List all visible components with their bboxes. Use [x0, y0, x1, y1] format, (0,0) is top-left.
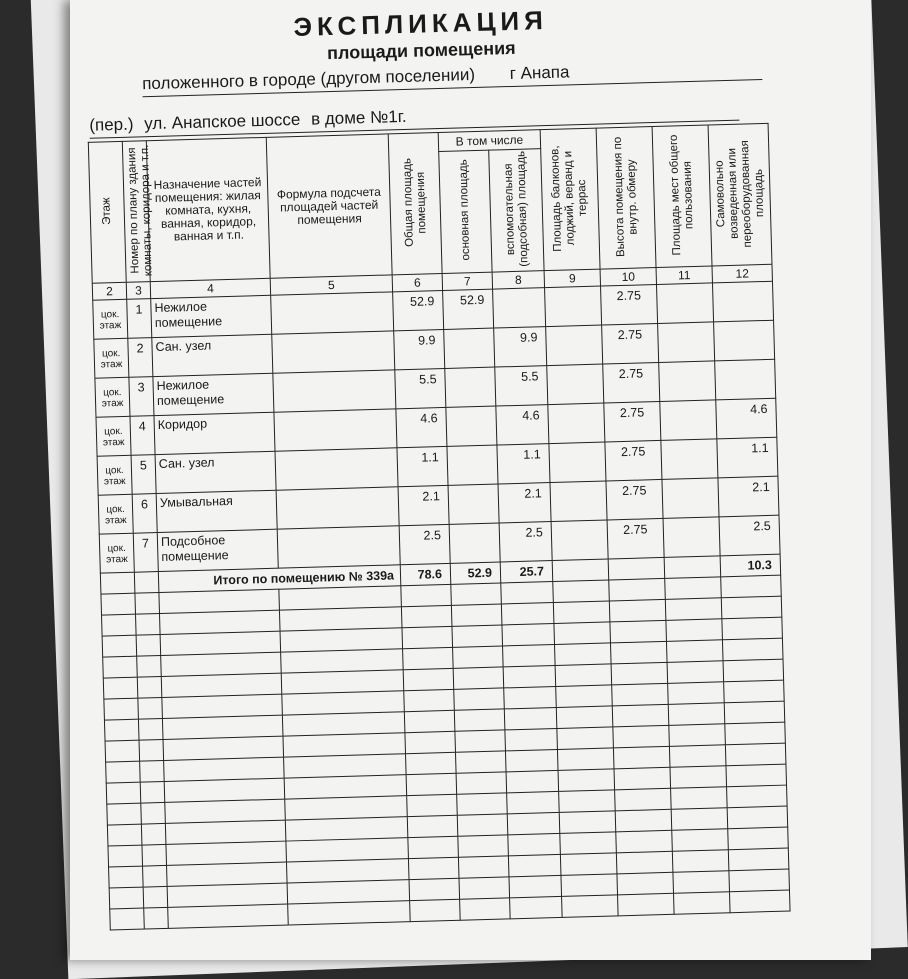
empty-cell	[108, 845, 143, 867]
row-total-area: 9.9	[394, 329, 445, 369]
empty-cell	[667, 661, 724, 684]
row-self-built	[714, 320, 775, 361]
empty-cell	[617, 872, 674, 895]
empty-cell	[139, 739, 164, 761]
empty-cell	[402, 626, 453, 648]
row-aux-area: 2.5	[499, 522, 552, 562]
empty-cell	[666, 619, 723, 642]
row-total-area: 52.9	[393, 290, 444, 330]
col-num-2: 2	[92, 282, 126, 300]
empty-cell	[107, 824, 142, 846]
empty-cell	[669, 724, 726, 747]
row-height: 2.75	[601, 285, 658, 326]
header-self-built: Самовольно возведенная или переоборудованная площадь	[708, 123, 772, 266]
empty-cell	[407, 815, 458, 837]
empty-cell	[508, 854, 561, 876]
empty-cell	[455, 730, 506, 752]
row-number: 7	[133, 533, 158, 573]
total-self-built: 10.3	[720, 554, 781, 577]
row-self-built	[715, 359, 776, 400]
empty-cell	[137, 656, 162, 678]
empty-cell	[144, 907, 169, 929]
empty-cell	[503, 665, 556, 687]
empty-cell	[554, 622, 611, 645]
empty-cell	[722, 638, 783, 661]
row-height: 2.75	[605, 440, 662, 481]
empty-cell	[401, 605, 452, 627]
empty-cell	[555, 664, 612, 687]
row-common-area	[661, 439, 718, 480]
street-value: ул. Анапское шоссе	[143, 109, 301, 134]
street-prefix: (пер.)	[89, 114, 134, 135]
empty-cell	[107, 803, 142, 825]
empty-cell	[609, 578, 666, 601]
empty-cell	[553, 601, 610, 624]
row-main-area	[447, 445, 498, 485]
empty-cell	[560, 853, 617, 876]
empty-cell	[728, 848, 789, 871]
empty-cell	[135, 593, 160, 615]
header-room-no: Номер по плану здания комнаты, коридора и т.п.	[122, 141, 150, 283]
empty-cell	[106, 761, 141, 783]
empty-cell	[721, 575, 782, 598]
header-common-area: Площадь мест общего пользования	[652, 125, 712, 268]
empty-cell	[138, 718, 163, 740]
empty-cell	[671, 808, 728, 831]
empty-cell	[724, 680, 785, 703]
empty-cell	[102, 635, 137, 657]
empty-cell	[616, 830, 673, 853]
row-name: Подсобное помещение	[157, 529, 278, 571]
empty-cell	[506, 770, 559, 792]
empty-cell	[553, 580, 610, 603]
empty-cell	[618, 893, 675, 916]
row-name: Сан. узел	[152, 334, 273, 376]
document-subtitle: площади помещения	[326, 37, 516, 64]
row-formula	[277, 526, 400, 568]
empty-cell	[610, 620, 667, 643]
row-common-area	[663, 517, 720, 558]
empty-cell	[410, 899, 461, 921]
empty-cell	[557, 727, 614, 750]
empty-cell	[609, 599, 666, 622]
empty-cell	[613, 746, 670, 769]
empty-cell	[104, 719, 139, 741]
empty-cell	[456, 772, 507, 794]
empty-cell	[501, 603, 554, 625]
row-main-area	[449, 523, 500, 563]
row-aux-area: 2.1	[498, 483, 551, 523]
row-name: Коридор	[154, 412, 275, 454]
empty-cell	[406, 752, 457, 774]
row-number: 3	[129, 377, 154, 417]
row-floor: цок. этаж	[96, 416, 131, 456]
total-label: Итого по помещению № 339а	[158, 565, 400, 593]
empty-cell	[561, 874, 618, 897]
empty-cell	[611, 662, 668, 685]
empty-cell	[665, 598, 722, 621]
empty-cell	[104, 698, 139, 720]
empty-cell	[409, 878, 460, 900]
empty-cell	[451, 583, 502, 605]
col-num-9: 9	[544, 269, 600, 288]
row-number: 5	[131, 455, 156, 495]
empty-cell	[670, 766, 727, 789]
col-num-5: 5	[270, 275, 392, 295]
row-number: 2	[128, 338, 153, 378]
empty-cell	[729, 869, 790, 892]
row-common-area	[657, 283, 714, 324]
empty-cell	[403, 668, 454, 690]
empty-cell	[454, 688, 505, 710]
empty-cell	[556, 706, 613, 729]
empty-cell	[725, 722, 786, 745]
header-total-area: Общая площадь помещения	[388, 133, 442, 275]
empty-cell	[674, 892, 731, 915]
total-main-area: 52.9	[450, 562, 501, 584]
header-aux-area: вспомогательная (подсобная) площадь	[489, 149, 544, 272]
street-line	[89, 107, 413, 136]
empty-cell	[408, 836, 459, 858]
row-height: 2.75	[604, 401, 661, 442]
row-name: Сан. узел	[155, 451, 276, 493]
empty-cell	[136, 635, 161, 657]
empty-cell	[613, 725, 670, 748]
empty-cell	[106, 782, 141, 804]
row-self-built: 2.1	[718, 476, 779, 517]
empty-cell	[724, 701, 785, 724]
col-num-10: 10	[600, 268, 656, 287]
empty-cell	[101, 593, 136, 615]
row-balcony-area	[547, 364, 604, 405]
empty-cell	[560, 832, 617, 855]
empty-cell	[454, 709, 505, 731]
row-floor: цок. этаж	[95, 377, 130, 417]
row-height: 2.75	[603, 362, 660, 403]
row-balcony-area	[546, 325, 603, 366]
row-main-area: 52.9	[443, 289, 494, 329]
empty-cell	[721, 596, 782, 619]
document-title: ЭКСПЛИКАЦИЯ	[293, 4, 549, 43]
empty-cell	[507, 812, 560, 834]
empty-cell	[562, 895, 619, 918]
empty-cell	[508, 833, 561, 855]
empty-cell	[109, 866, 144, 888]
empty-cell	[140, 781, 165, 803]
empty-cell	[403, 647, 454, 669]
empty-cell	[672, 850, 729, 873]
row-balcony-area	[549, 442, 606, 483]
empty-cell	[405, 731, 456, 753]
col-num-6: 6	[392, 273, 442, 291]
empty-cell	[723, 659, 784, 682]
row-aux-area: 4.6	[496, 405, 549, 445]
empty-cell	[288, 901, 411, 925]
empty-cell	[503, 644, 556, 666]
empty-cell	[505, 749, 558, 771]
col-num-4: 4	[150, 278, 270, 298]
empty-cell	[727, 785, 788, 808]
empty-cell	[728, 827, 789, 850]
row-formula	[272, 331, 395, 373]
house-value: в доме №1г.	[310, 106, 407, 129]
empty-cell	[612, 683, 669, 706]
empty-cell	[557, 748, 614, 771]
empty-cell	[669, 745, 726, 768]
city-value: г Анапа	[509, 62, 570, 84]
row-height: 2.75	[607, 518, 664, 559]
empty-cell	[501, 582, 554, 604]
row-balcony-area	[548, 403, 605, 444]
row-balcony-area	[551, 520, 608, 561]
empty-cell	[555, 643, 612, 666]
header-main-area: основная площадь	[439, 150, 492, 273]
row-floor: цок. этаж	[99, 533, 134, 573]
empty-cell	[141, 802, 166, 824]
empty-cell	[458, 856, 509, 878]
header-formula: Формула подсчета площадей частей помещения	[266, 134, 392, 278]
empty-cell	[102, 614, 137, 636]
empty-cell	[136, 614, 161, 636]
header-purpose: Назначение частей помещения: жилая комната, кухня, ванная, коридор, ванная и т.п.	[146, 137, 270, 281]
row-total-area: 5.5	[395, 368, 446, 408]
empty-cell	[559, 790, 616, 813]
empty-cell	[612, 704, 669, 727]
empty-cell	[725, 743, 786, 766]
empty-cell	[451, 604, 502, 626]
empty-cell	[460, 898, 511, 920]
row-self-built: 1.1	[717, 437, 778, 478]
empty-cell	[614, 767, 671, 790]
row-aux-area: 5.5	[495, 366, 548, 406]
row-balcony-area	[550, 481, 607, 522]
document-page	[70, 0, 871, 960]
row-main-area	[448, 484, 499, 524]
empty-cell	[168, 904, 289, 928]
city-prefix: положенного в городе (другом поселении)	[141, 65, 476, 94]
row-balcony-area	[545, 286, 602, 327]
header-floor: Этаж	[88, 141, 126, 283]
row-floor: цок. этаж	[94, 338, 129, 378]
row-floor: цок. этаж	[93, 299, 128, 339]
empty-cell	[408, 857, 459, 879]
empty-cell	[726, 764, 787, 787]
empty-cell	[559, 811, 616, 834]
empty-cell	[138, 697, 163, 719]
empty-cell	[671, 787, 728, 810]
row-total-area: 2.5	[399, 524, 450, 564]
row-main-area	[446, 406, 497, 446]
row-total-area: 4.6	[396, 407, 447, 447]
empty-cell	[558, 769, 615, 792]
empty-cell	[137, 676, 162, 698]
empty-cell	[672, 829, 729, 852]
empty-cell	[141, 823, 166, 845]
row-number: 6	[132, 494, 157, 534]
empty-cell	[140, 760, 165, 782]
row-self-built: 4.6	[716, 398, 777, 439]
header-height: Высота помещения по внутр. обмеру	[596, 127, 656, 270]
row-number: 4	[130, 416, 155, 456]
empty-cell	[668, 703, 725, 726]
empty-cell	[143, 886, 168, 908]
document-content	[80, 0, 786, 936]
empty-cell	[457, 793, 508, 815]
row-floor: цок. этаж	[98, 494, 133, 534]
empty-cell	[673, 871, 730, 894]
empty-cell	[505, 728, 558, 750]
header-including: В том числе	[438, 130, 540, 152]
empty-cell	[143, 865, 168, 887]
empty-cell	[610, 641, 667, 664]
row-common-area	[662, 478, 719, 519]
col-num-8: 8	[492, 271, 544, 289]
row-self-built	[712, 281, 773, 322]
empty-cell	[722, 617, 783, 640]
empty-cell	[110, 908, 145, 930]
empty-cell	[404, 710, 455, 732]
col-num-11: 11	[656, 266, 712, 285]
empty-cell	[404, 689, 455, 711]
empty-cell	[407, 794, 458, 816]
empty-cell	[459, 877, 510, 899]
row-common-area	[659, 361, 716, 402]
row-height: 2.75	[606, 479, 663, 520]
total-aux-area: 25.7	[500, 561, 553, 583]
empty-cell	[504, 686, 557, 708]
empty-cell	[103, 656, 138, 678]
row-common-area	[660, 400, 717, 441]
header-balcony-area: Площадь балконов, лоджий, веранд и террас	[540, 128, 600, 271]
row-name: Нежилое помещение	[151, 295, 272, 337]
row-self-built: 2.5	[719, 515, 780, 556]
empty-cell	[401, 584, 452, 606]
empty-cell	[142, 844, 167, 866]
row-number: 1	[127, 299, 152, 339]
total-total-area: 78.6	[400, 563, 451, 585]
empty-cell	[105, 740, 140, 762]
empty-cell	[457, 814, 508, 836]
col-num-3: 3	[126, 282, 150, 300]
row-main-area	[444, 328, 495, 368]
empty-cell	[727, 806, 788, 829]
empty-cell	[556, 685, 613, 708]
empty-cell	[666, 640, 723, 663]
empty-cell	[616, 851, 673, 874]
empty-cell	[103, 677, 138, 699]
row-aux-area	[493, 288, 546, 328]
row-floor: цок. этаж	[97, 455, 132, 495]
row-aux-area: 9.9	[494, 327, 547, 367]
empty-cell	[452, 625, 503, 647]
empty-cell	[665, 577, 722, 600]
row-total-area: 1.1	[397, 446, 448, 486]
row-name: Нежилое помещение	[153, 373, 274, 415]
row-main-area	[445, 367, 496, 407]
empty-cell	[615, 809, 672, 832]
empty-cell	[509, 875, 562, 897]
col-num-12: 12	[712, 264, 772, 283]
row-formula	[271, 292, 394, 334]
row-common-area	[658, 322, 715, 363]
row-aux-area: 1.1	[497, 444, 550, 484]
empty-cell	[668, 682, 725, 705]
empty-cell	[455, 751, 506, 773]
empty-cell	[453, 667, 504, 689]
empty-cell	[458, 835, 509, 857]
empty-cell	[406, 773, 457, 795]
empty-cell	[109, 887, 144, 909]
empty-cell	[510, 896, 563, 918]
empty-cell	[504, 707, 557, 729]
row-name: Умывальная	[156, 490, 277, 532]
row-total-area: 2.1	[398, 485, 449, 525]
col-num-7: 7	[442, 272, 492, 290]
row-formula	[273, 370, 396, 412]
empty-cell	[502, 624, 555, 646]
row-formula	[275, 448, 398, 490]
empty-cell	[729, 890, 790, 913]
row-formula	[276, 487, 399, 529]
empty-cell	[453, 646, 504, 668]
empty-cell	[615, 788, 672, 811]
row-height: 2.75	[602, 323, 659, 364]
explication-table	[88, 123, 791, 931]
empty-cell	[507, 791, 560, 813]
row-formula	[274, 409, 397, 451]
